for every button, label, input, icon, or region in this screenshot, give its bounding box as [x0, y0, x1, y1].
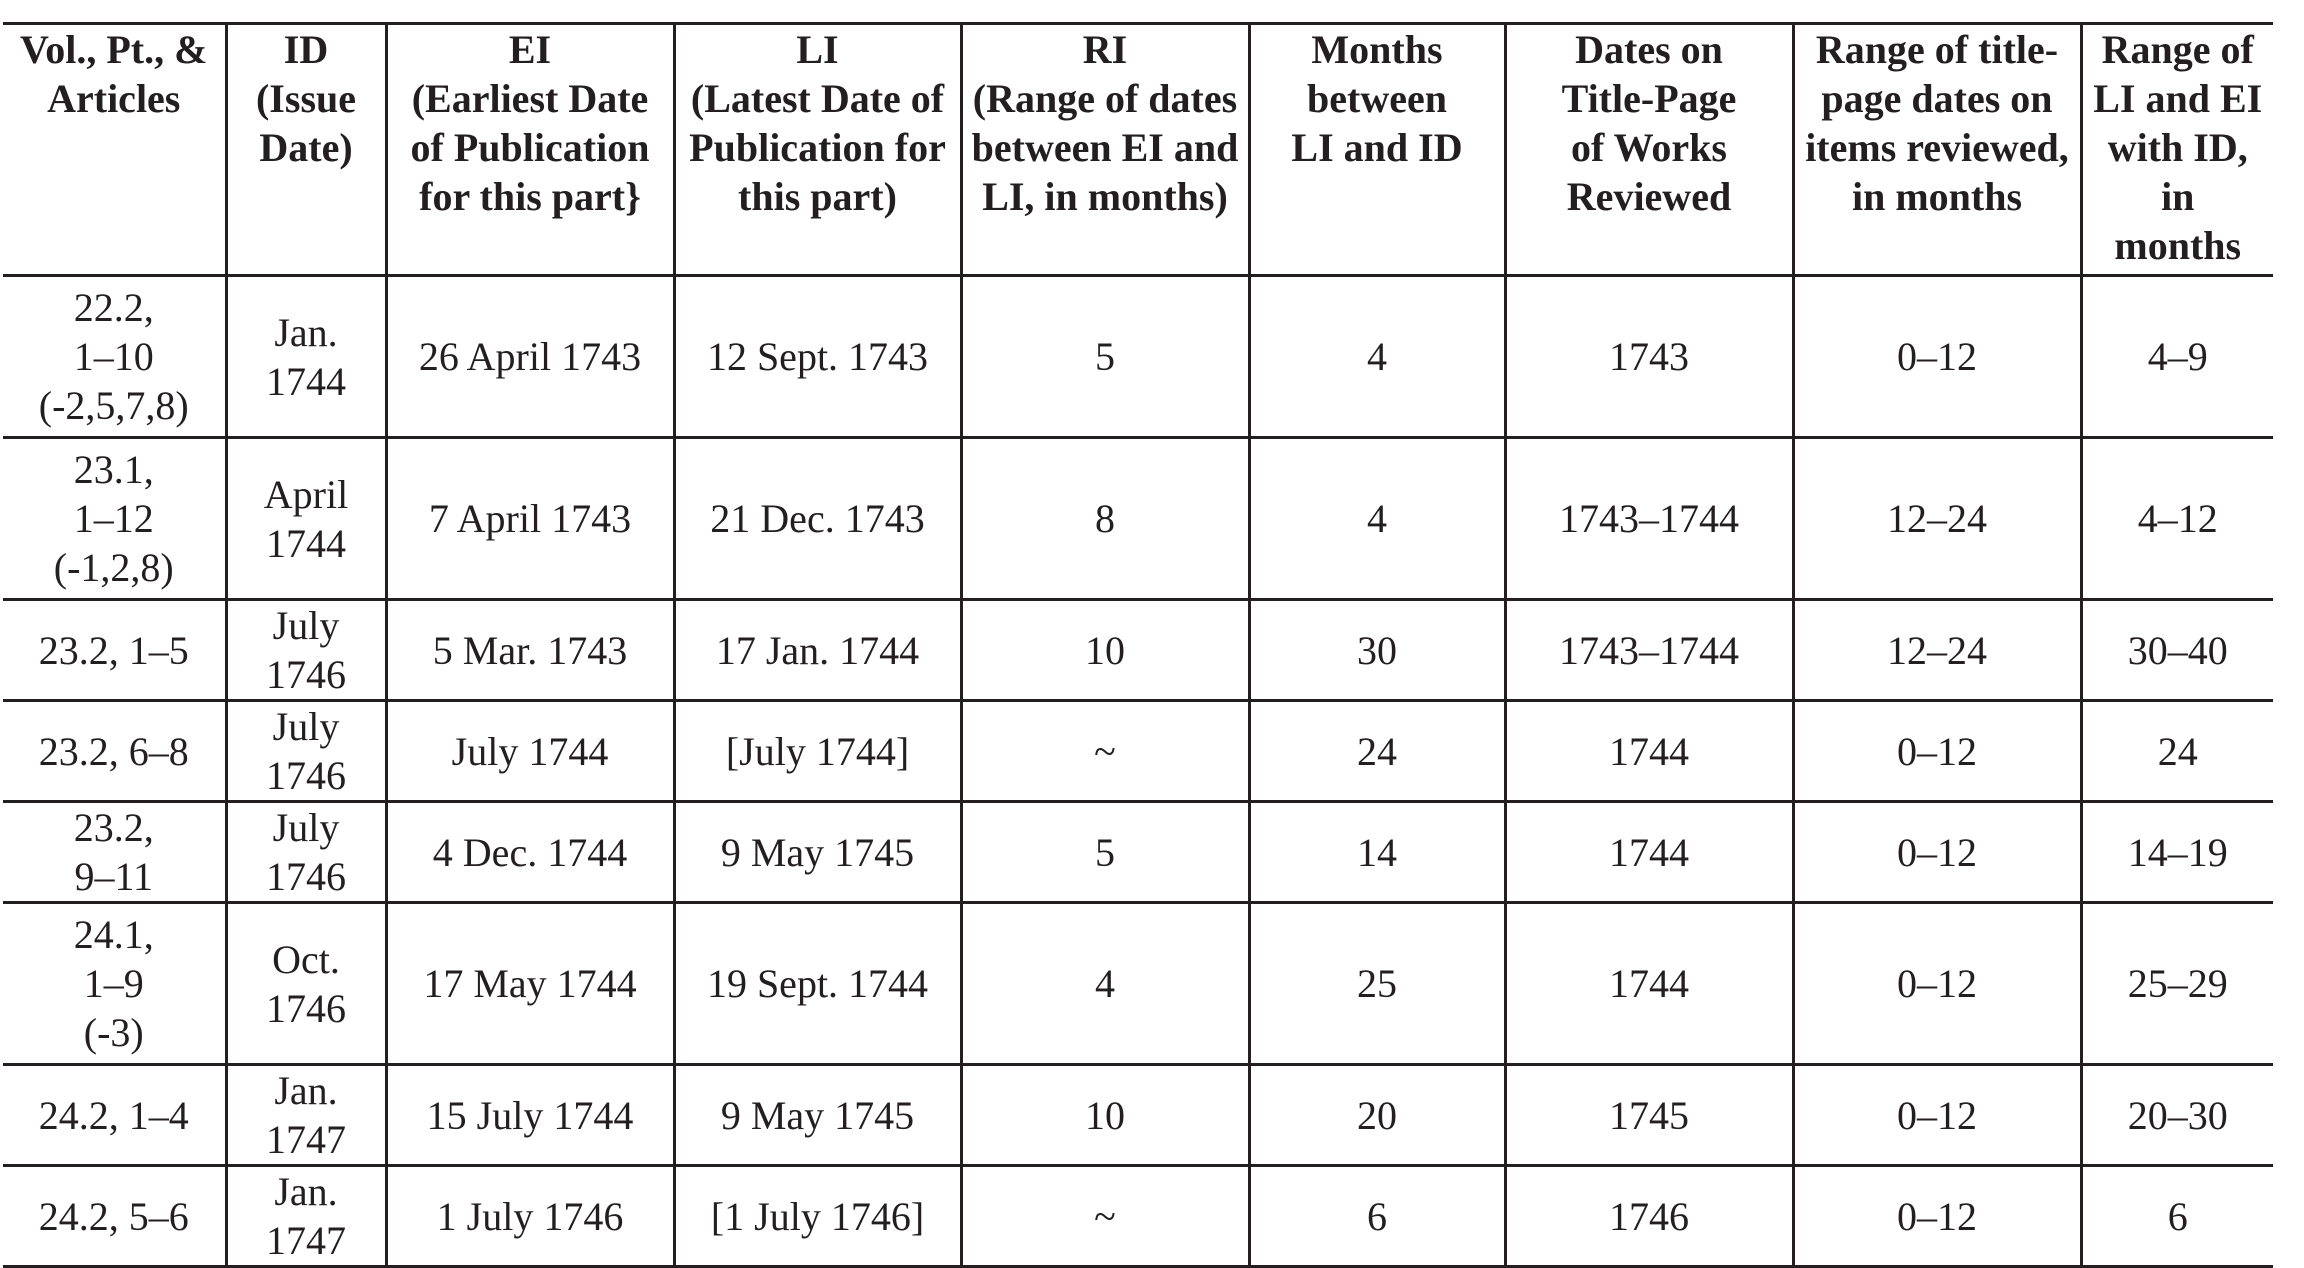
table-cell: 1744	[1505, 802, 1793, 903]
table-cell: 4	[1249, 276, 1505, 438]
table-cell: 7 April 1743	[386, 438, 674, 600]
table-cell: 10	[961, 600, 1249, 701]
column-header: Vol., Pt., & Articles	[3, 24, 226, 276]
table-cell: 1744	[1505, 701, 1793, 802]
table-cell: 4	[1249, 438, 1505, 600]
table-cell: 30–40	[2081, 600, 2273, 701]
table-cell: [July 1744]	[674, 701, 961, 802]
table-cell: 24.1, 1–9 (-3)	[3, 903, 226, 1065]
table-cell: 24.2, 1–4	[3, 1065, 226, 1166]
table-cell: [1 July 1746]	[674, 1166, 961, 1267]
table-cell: 12–24	[1793, 438, 2081, 600]
table-cell: 1 July 1746	[386, 1166, 674, 1267]
table-cell: 4–9	[2081, 276, 2273, 438]
column-header: Dates on Title-Page of Works Reviewed	[1505, 24, 1793, 276]
table-cell: 23.2, 6–8	[3, 701, 226, 802]
table-cell: Jan. 1747	[226, 1166, 386, 1267]
table-cell: 23.2, 1–5	[3, 600, 226, 701]
table-cell: ~	[961, 1166, 1249, 1267]
table-cell: 5	[961, 276, 1249, 438]
column-header: EI (Earliest Date of Publication for this part}	[386, 24, 674, 276]
table-row	[3, 438, 2273, 600]
table-cell: Oct. 1746	[226, 903, 386, 1065]
table-cell: 25–29	[2081, 903, 2273, 1065]
column-header: Range of title- page dates on items reviewed, in months	[1793, 24, 2081, 276]
table-cell: 9 May 1745	[674, 802, 961, 903]
data-table	[3, 22, 2273, 1268]
table-cell: 4–12	[2081, 438, 2273, 600]
table-cell: 24	[1249, 701, 1505, 802]
table-row	[3, 600, 2273, 701]
table-cell: 17 Jan. 1744	[674, 600, 961, 701]
table-cell: 5	[961, 802, 1249, 903]
table-cell: 6	[2081, 1166, 2273, 1267]
column-header: ID (Issue Date)	[226, 24, 386, 276]
column-header: LI (Latest Date of Publication for this part)	[674, 24, 961, 276]
table-cell: 30	[1249, 600, 1505, 701]
table-cell: 8	[961, 438, 1249, 600]
table-cell: 1743–1744	[1505, 600, 1793, 701]
column-header: Range of LI and EI with ID, in months	[2081, 24, 2273, 276]
table-cell: Jan. 1747	[226, 1065, 386, 1166]
table-row	[3, 802, 2273, 903]
table-row	[3, 701, 2273, 802]
table-row	[3, 903, 2273, 1065]
table-cell: 12 Sept. 1743	[674, 276, 961, 438]
table-cell: April 1744	[226, 438, 386, 600]
table-cell: 6	[1249, 1166, 1505, 1267]
column-header: Months between LI and ID	[1249, 24, 1505, 276]
table-cell: 24.2, 5–6	[3, 1166, 226, 1267]
table-cell: 0–12	[1793, 1065, 2081, 1166]
table-cell: 1744	[1505, 903, 1793, 1065]
table-cell: July 1746	[226, 701, 386, 802]
table-cell: 0–12	[1793, 276, 2081, 438]
table-cell: 1745	[1505, 1065, 1793, 1166]
table-cell: 0–12	[1793, 903, 2081, 1065]
table-cell: 1746	[1505, 1166, 1793, 1267]
table-cell: 10	[961, 1065, 1249, 1166]
table-row	[3, 276, 2273, 438]
table-cell: 24	[2081, 701, 2273, 802]
table-cell: 21 Dec. 1743	[674, 438, 961, 600]
table-cell: 15 July 1744	[386, 1065, 674, 1166]
table-cell: 25	[1249, 903, 1505, 1065]
table-cell: July 1746	[226, 600, 386, 701]
header-row	[3, 24, 2273, 276]
table-cell: 9 May 1745	[674, 1065, 961, 1166]
table-cell: 23.1, 1–12 (-1,2,8)	[3, 438, 226, 600]
table-cell: 26 April 1743	[386, 276, 674, 438]
table-body	[3, 276, 2273, 1267]
table-cell: ~	[961, 701, 1249, 802]
table-row	[3, 1166, 2273, 1267]
table-row	[3, 1065, 2273, 1166]
table-cell: 12–24	[1793, 600, 2081, 701]
table-cell: 5 Mar. 1743	[386, 600, 674, 701]
table-cell: 4	[961, 903, 1249, 1065]
table-cell: 23.2, 9–11	[3, 802, 226, 903]
table-cell: 0–12	[1793, 802, 2081, 903]
table-cell: 14–19	[2081, 802, 2273, 903]
column-header: RI (Range of dates between EI and LI, in months)	[961, 24, 1249, 276]
table-cell: 20–30	[2081, 1065, 2273, 1166]
table-cell: 22.2, 1–10 (-2,5,7,8)	[3, 276, 226, 438]
table-cell: 14	[1249, 802, 1505, 903]
table-cell: July 1744	[386, 701, 674, 802]
table-cell: 19 Sept. 1744	[674, 903, 961, 1065]
table-cell: 1743–1744	[1505, 438, 1793, 600]
table-cell: 4 Dec. 1744	[386, 802, 674, 903]
table-cell: 0–12	[1793, 701, 2081, 802]
table-cell: 0–12	[1793, 1166, 2081, 1267]
table-cell: 17 May 1744	[386, 903, 674, 1065]
table-cell: Jan. 1744	[226, 276, 386, 438]
table-cell: 20	[1249, 1065, 1505, 1166]
table-cell: 1743	[1505, 276, 1793, 438]
table-cell: July 1746	[226, 802, 386, 903]
